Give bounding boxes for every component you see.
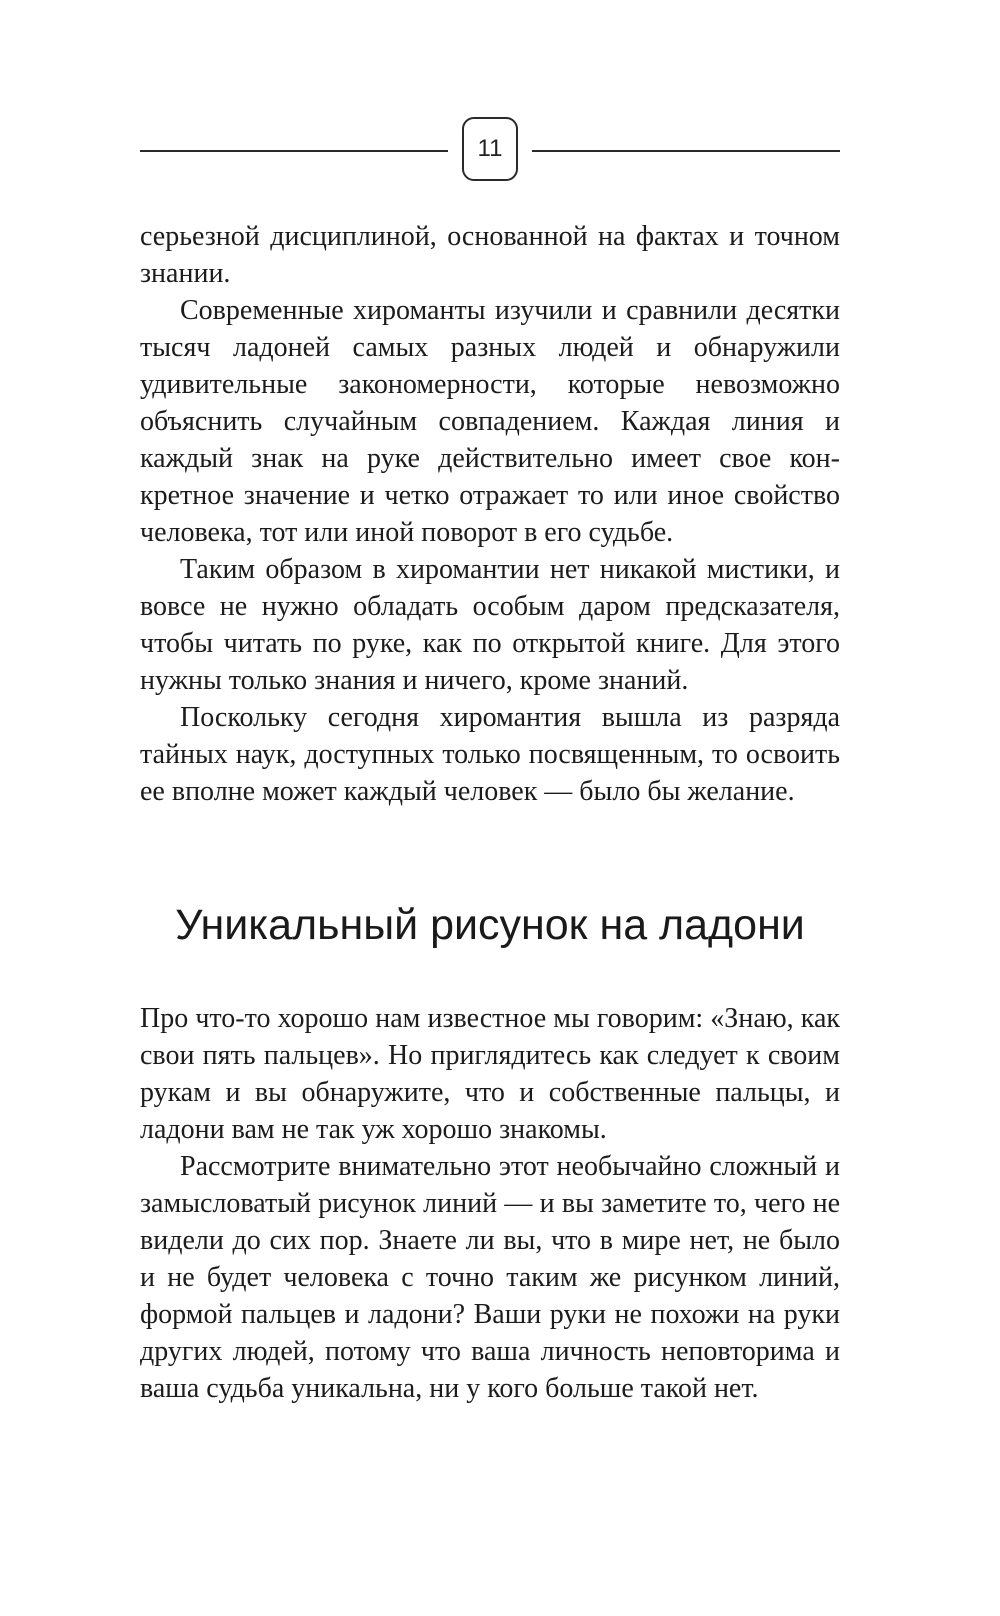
body-text-bottom — [140, 1000, 840, 1407]
header-rule-left — [140, 150, 448, 152]
paragraph: Современные хироманты изучили и сравнили десятки тысяч ладоней самых разных людей и обнаружили удивительные закономерности, которые невозможно объяснить случайным совпадением. Каждая линия и каждый знак на руке действительно имеет свое конкретное значение и четко отражает то или иное свойство человека, тот или иной поворот в его судьбе. — [140, 295, 840, 548]
paragraph: Таким образом в хиромантии нет никакой мистики, и вовсе не нужно обладать особым даром предсказателя, чтобы читать по руке, как по открытой книге. Для этого нужны только знания и ничего, кроме знаний. — [140, 554, 840, 696]
paragraph: Рассмотрите внимательно этот необычайно сложный и замысловатый рисунок линий — и вы заметите то, чего не видели до сих пор. Знаете ли вы, что в мире нет, не было и не будет человека с точно таким же рисунком линий, формой пальцев и ладони? Ваши руки не похожи на руки других людей, потому что ваша личность неповторима и ваша судьба уникальна, ни у кого больше такой нет. — [140, 1151, 840, 1404]
paragraph: Про что-то хорошо нам известное мы говорим: «Знаю, как свои пять пальцев». Но приглядитесь как следует к своим рукам и вы обнаружите, что и собственные пальцы, и ладони вам не так уж хорошо знакомы. — [140, 1003, 840, 1145]
section-heading: Уникальный рисунок на ладони — [175, 901, 805, 949]
page-header — [140, 117, 840, 181]
paragraph: Поскольку сегодня хиромантия вышла из разряда тайных наук, доступных только посвященным, то освоить ее вполне может каждый человек — было бы желание. — [140, 702, 840, 807]
page-number: 11 — [462, 117, 518, 181]
paragraph-continuation: серьезной дисциплиной, основанной на фактах и точном знании. — [140, 221, 840, 289]
header-rule-right — [532, 150, 840, 152]
body-text-top — [140, 218, 840, 810]
